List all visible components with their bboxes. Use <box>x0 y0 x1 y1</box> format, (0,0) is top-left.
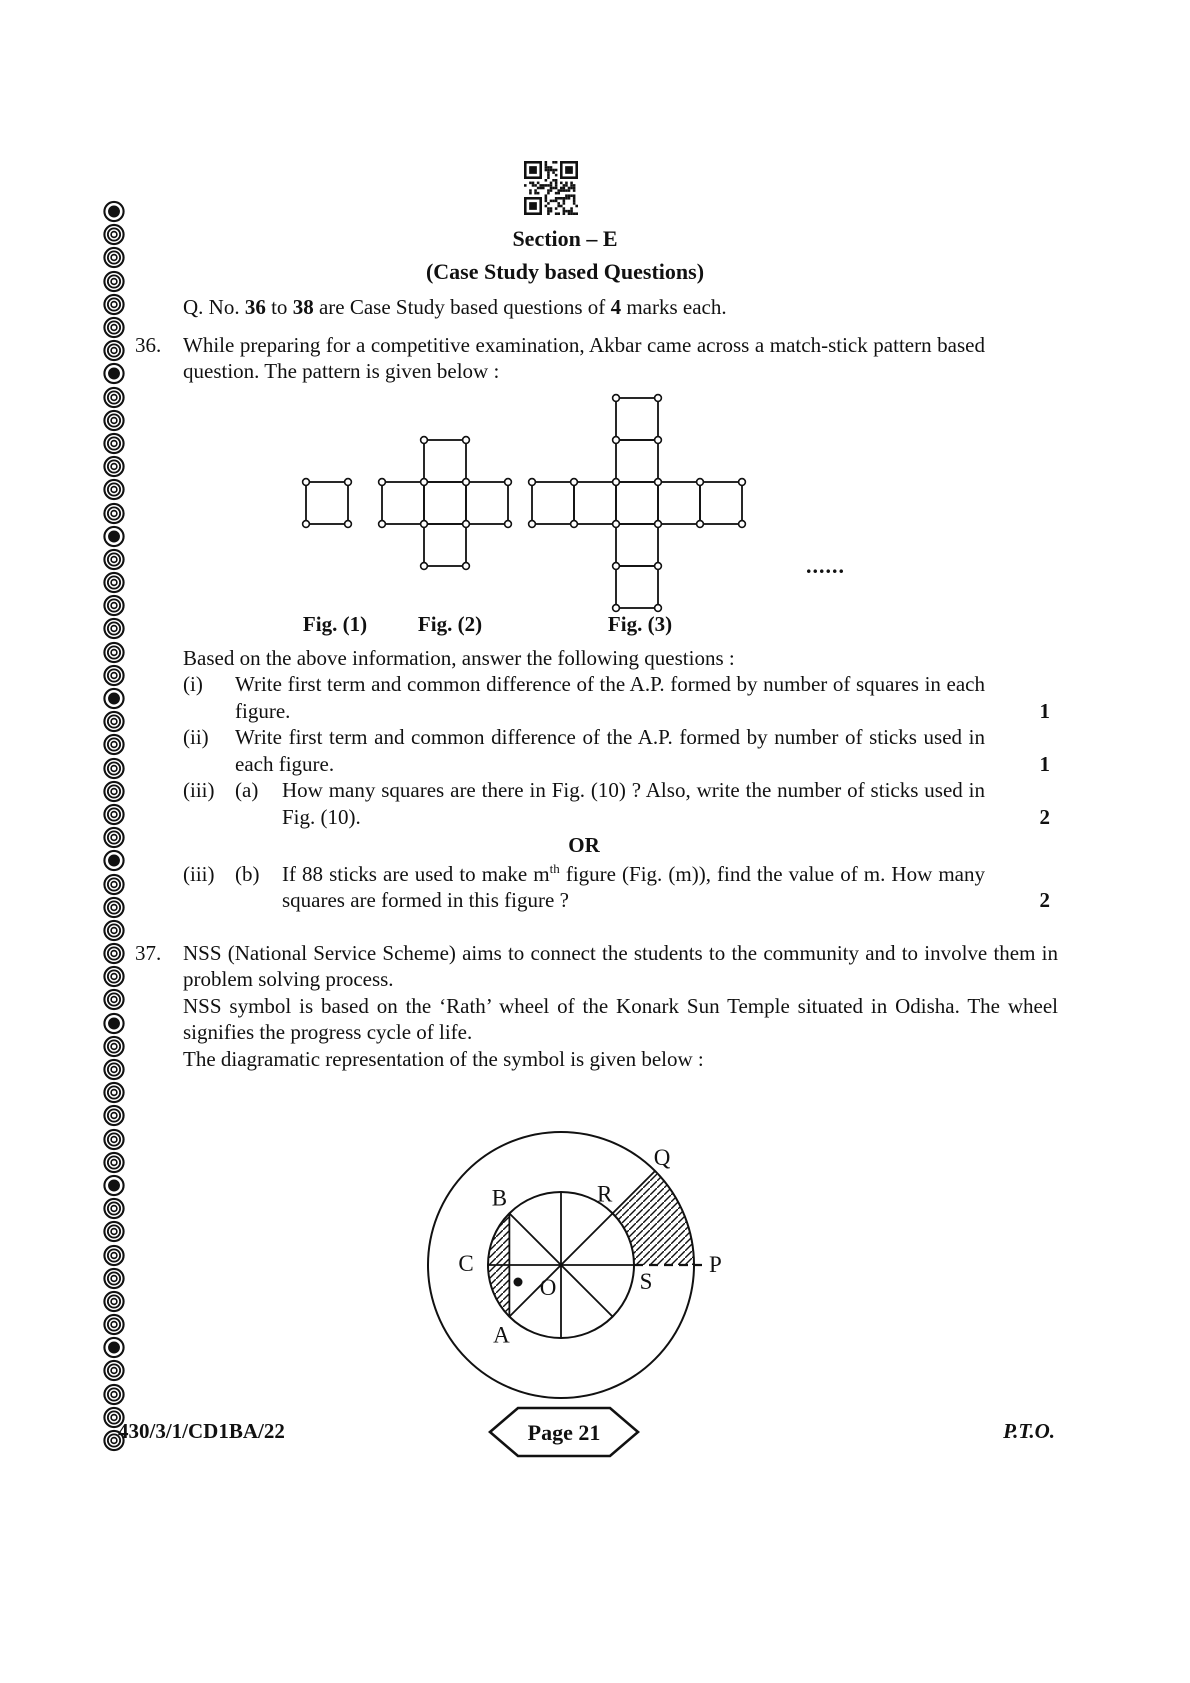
spiral-ring-icon <box>101 942 127 965</box>
spiral-ring-icon <box>101 432 127 455</box>
spiral-ring-icon <box>101 617 127 640</box>
svg-text:O: O <box>539 1275 557 1300</box>
part-iii-a-text: How many squares are there in Fig. (10) ? Also, write the number of sticks used in Fig. (10). <box>282 778 985 829</box>
spiral-ring-icon <box>101 710 127 733</box>
spiral-ring-icon <box>101 1220 127 1243</box>
spiral-ring-icon <box>101 362 127 385</box>
svg-text:S: S <box>639 1269 653 1294</box>
section-heading-block <box>140 226 990 285</box>
part-iii-b-marks: 2 <box>1039 888 1050 912</box>
spiral-ring-icon <box>101 501 127 524</box>
svg-text:Page 21: Page 21 <box>527 1420 601 1445</box>
paper-code: 430/3/1/CD1BA/22 <box>118 1419 285 1443</box>
spiral-ring-icon <box>101 965 127 988</box>
svg-text:A: A <box>493 1322 510 1348</box>
spiral-ring-icon <box>101 1243 127 1266</box>
spiral-ring-icon <box>101 1267 127 1290</box>
question-37-paragraph-2: NSS symbol is based on the ‘Rath’ wheel of the Konark Sun Temple situated in Odisha. The wheel signifies the progress cycle of life. <box>183 993 1058 1044</box>
section-subtitle: (Case Study based Questions) <box>425 259 705 284</box>
part-ii-marks: 1 <box>1039 751 1050 776</box>
spiral-ring-icon <box>101 1128 127 1151</box>
spiral-ring-icon <box>101 548 127 571</box>
spiral-ring-icon <box>101 757 127 780</box>
part-ii-label: (ii) <box>183 725 209 749</box>
spiral-ring-icon <box>101 1012 127 1035</box>
spiral-ring-icon <box>101 919 127 942</box>
question-36-text: While preparing for a competitive examination, Akbar came across a match-stick pattern based question. The pattern is given below : <box>183 332 985 383</box>
hexagon-shape <box>488 1406 640 1458</box>
spiral-ring-icon <box>101 1336 127 1359</box>
binding-spiral-decoration <box>101 200 127 1452</box>
part-i-label: (i) <box>183 672 203 696</box>
part-iii-a-sublabel: (a) <box>235 778 259 802</box>
spiral-ring-icon <box>101 409 127 432</box>
svg-text:R: R <box>596 1181 613 1207</box>
part-iii-a-marks: 2 <box>1039 804 1050 829</box>
spiral-ring-icon <box>101 872 127 895</box>
question-part-i <box>183 671 1058 724</box>
spiral-ring-icon <box>101 1081 127 1104</box>
spiral-ring-icon <box>101 386 127 409</box>
part-iii-b-label: (iii) <box>183 861 215 886</box>
part-iii-label: (iii) <box>183 778 215 802</box>
svg-text:P: P <box>709 1252 722 1277</box>
spiral-ring-icon <box>101 641 127 664</box>
intro-note: Q. No. 36 to 38 are Case Study based questions of 4 marks each. <box>183 295 727 319</box>
question-part-iii-a <box>183 777 1058 830</box>
part-i-text: Write first term and common difference of the A.P. formed by number of squares in each figure. <box>235 672 985 723</box>
spiral-ring-icon <box>101 664 127 687</box>
fig-3-label: Fig. (3) <box>607 611 673 636</box>
nss-wheel-diagram <box>398 1118 728 1403</box>
spiral-ring-icon <box>101 780 127 803</box>
part-iii-b-sublabel: (b) <box>235 861 260 886</box>
page-number-badge <box>488 1406 640 1463</box>
question-37-paragraph-1: NSS (National Service Scheme) aims to connect the students to the community and to involve them in problem solving process. <box>183 940 1058 991</box>
matchstick-fig-1 <box>301 477 353 529</box>
qr-code-image <box>524 161 578 215</box>
spiral-ring-icon <box>101 1197 127 1220</box>
pto-label: P.T.O. <box>1003 1419 1055 1443</box>
spiral-ring-icon <box>101 1313 127 1336</box>
based-on-text: Based on the above information, answer the following questions : <box>183 645 735 670</box>
spiral-ring-icon <box>101 571 127 594</box>
continuation-dots: ...... <box>806 552 845 578</box>
fig-2-label: Fig. (2) <box>417 611 483 636</box>
part-i-marks: 1 <box>1039 698 1050 723</box>
svg-text:B: B <box>491 1185 508 1211</box>
qr-code <box>524 161 578 215</box>
spiral-ring-icon <box>101 246 127 269</box>
spiral-ring-icon <box>101 200 127 223</box>
section-title: Section – E <box>512 226 618 251</box>
question-part-ii <box>183 724 1058 777</box>
question-36-number: 36. <box>135 332 162 357</box>
spiral-ring-icon <box>101 826 127 849</box>
spiral-ring-icon <box>101 687 127 710</box>
spiral-ring-icon <box>101 223 127 246</box>
question-37 <box>135 940 1058 1073</box>
or-separator: OR <box>568 833 600 857</box>
spiral-ring-icon <box>101 1035 127 1058</box>
spiral-ring-icon <box>101 293 127 316</box>
question-37-number: 37. <box>135 940 162 965</box>
matchstick-fig-2 <box>377 435 513 571</box>
spiral-ring-icon <box>101 455 127 478</box>
spiral-ring-icon <box>101 270 127 293</box>
spiral-ring-icon <box>101 988 127 1011</box>
main-content <box>135 294 1058 1072</box>
spiral-ring-icon <box>101 1058 127 1081</box>
spiral-ring-icon <box>101 803 127 826</box>
spiral-ring-icon <box>101 1151 127 1174</box>
matchstick-fig-3 <box>527 393 747 613</box>
spiral-ring-icon <box>101 1104 127 1127</box>
part-iii-b-text: If 88 sticks are used to make $m^{th}$ figure (Fig. (m)), find the value of m. How many squares are formed in this figure ? <box>282 860 985 912</box>
spiral-ring-icon <box>101 525 127 548</box>
spiral-ring-icon <box>101 1174 127 1197</box>
spiral-ring-icon <box>101 1359 127 1382</box>
spiral-ring-icon <box>101 594 127 617</box>
spiral-ring-icon <box>101 733 127 756</box>
fig-1-label: Fig. (1) <box>302 611 368 636</box>
spiral-ring-icon <box>101 896 127 919</box>
svg-text:C: C <box>458 1251 474 1276</box>
matchstick-pattern-figure <box>301 393 1058 643</box>
svg-text:Q: Q <box>653 1144 671 1170</box>
part-ii-text: Write first term and common difference of the A.P. formed by number of sticks used in each figure. <box>235 725 985 776</box>
spiral-ring-icon <box>101 316 127 339</box>
spiral-ring-icon <box>101 849 127 872</box>
spiral-ring-icon <box>101 1290 127 1313</box>
spiral-ring-icon <box>101 478 127 501</box>
question-36 <box>135 332 1058 914</box>
question-part-iii-b <box>183 861 1058 914</box>
question-37-paragraph-3: The diagramatic representation of the symbol is given below : <box>183 1046 704 1071</box>
spiral-ring-icon <box>101 1383 127 1406</box>
spiral-ring-icon <box>101 339 127 362</box>
